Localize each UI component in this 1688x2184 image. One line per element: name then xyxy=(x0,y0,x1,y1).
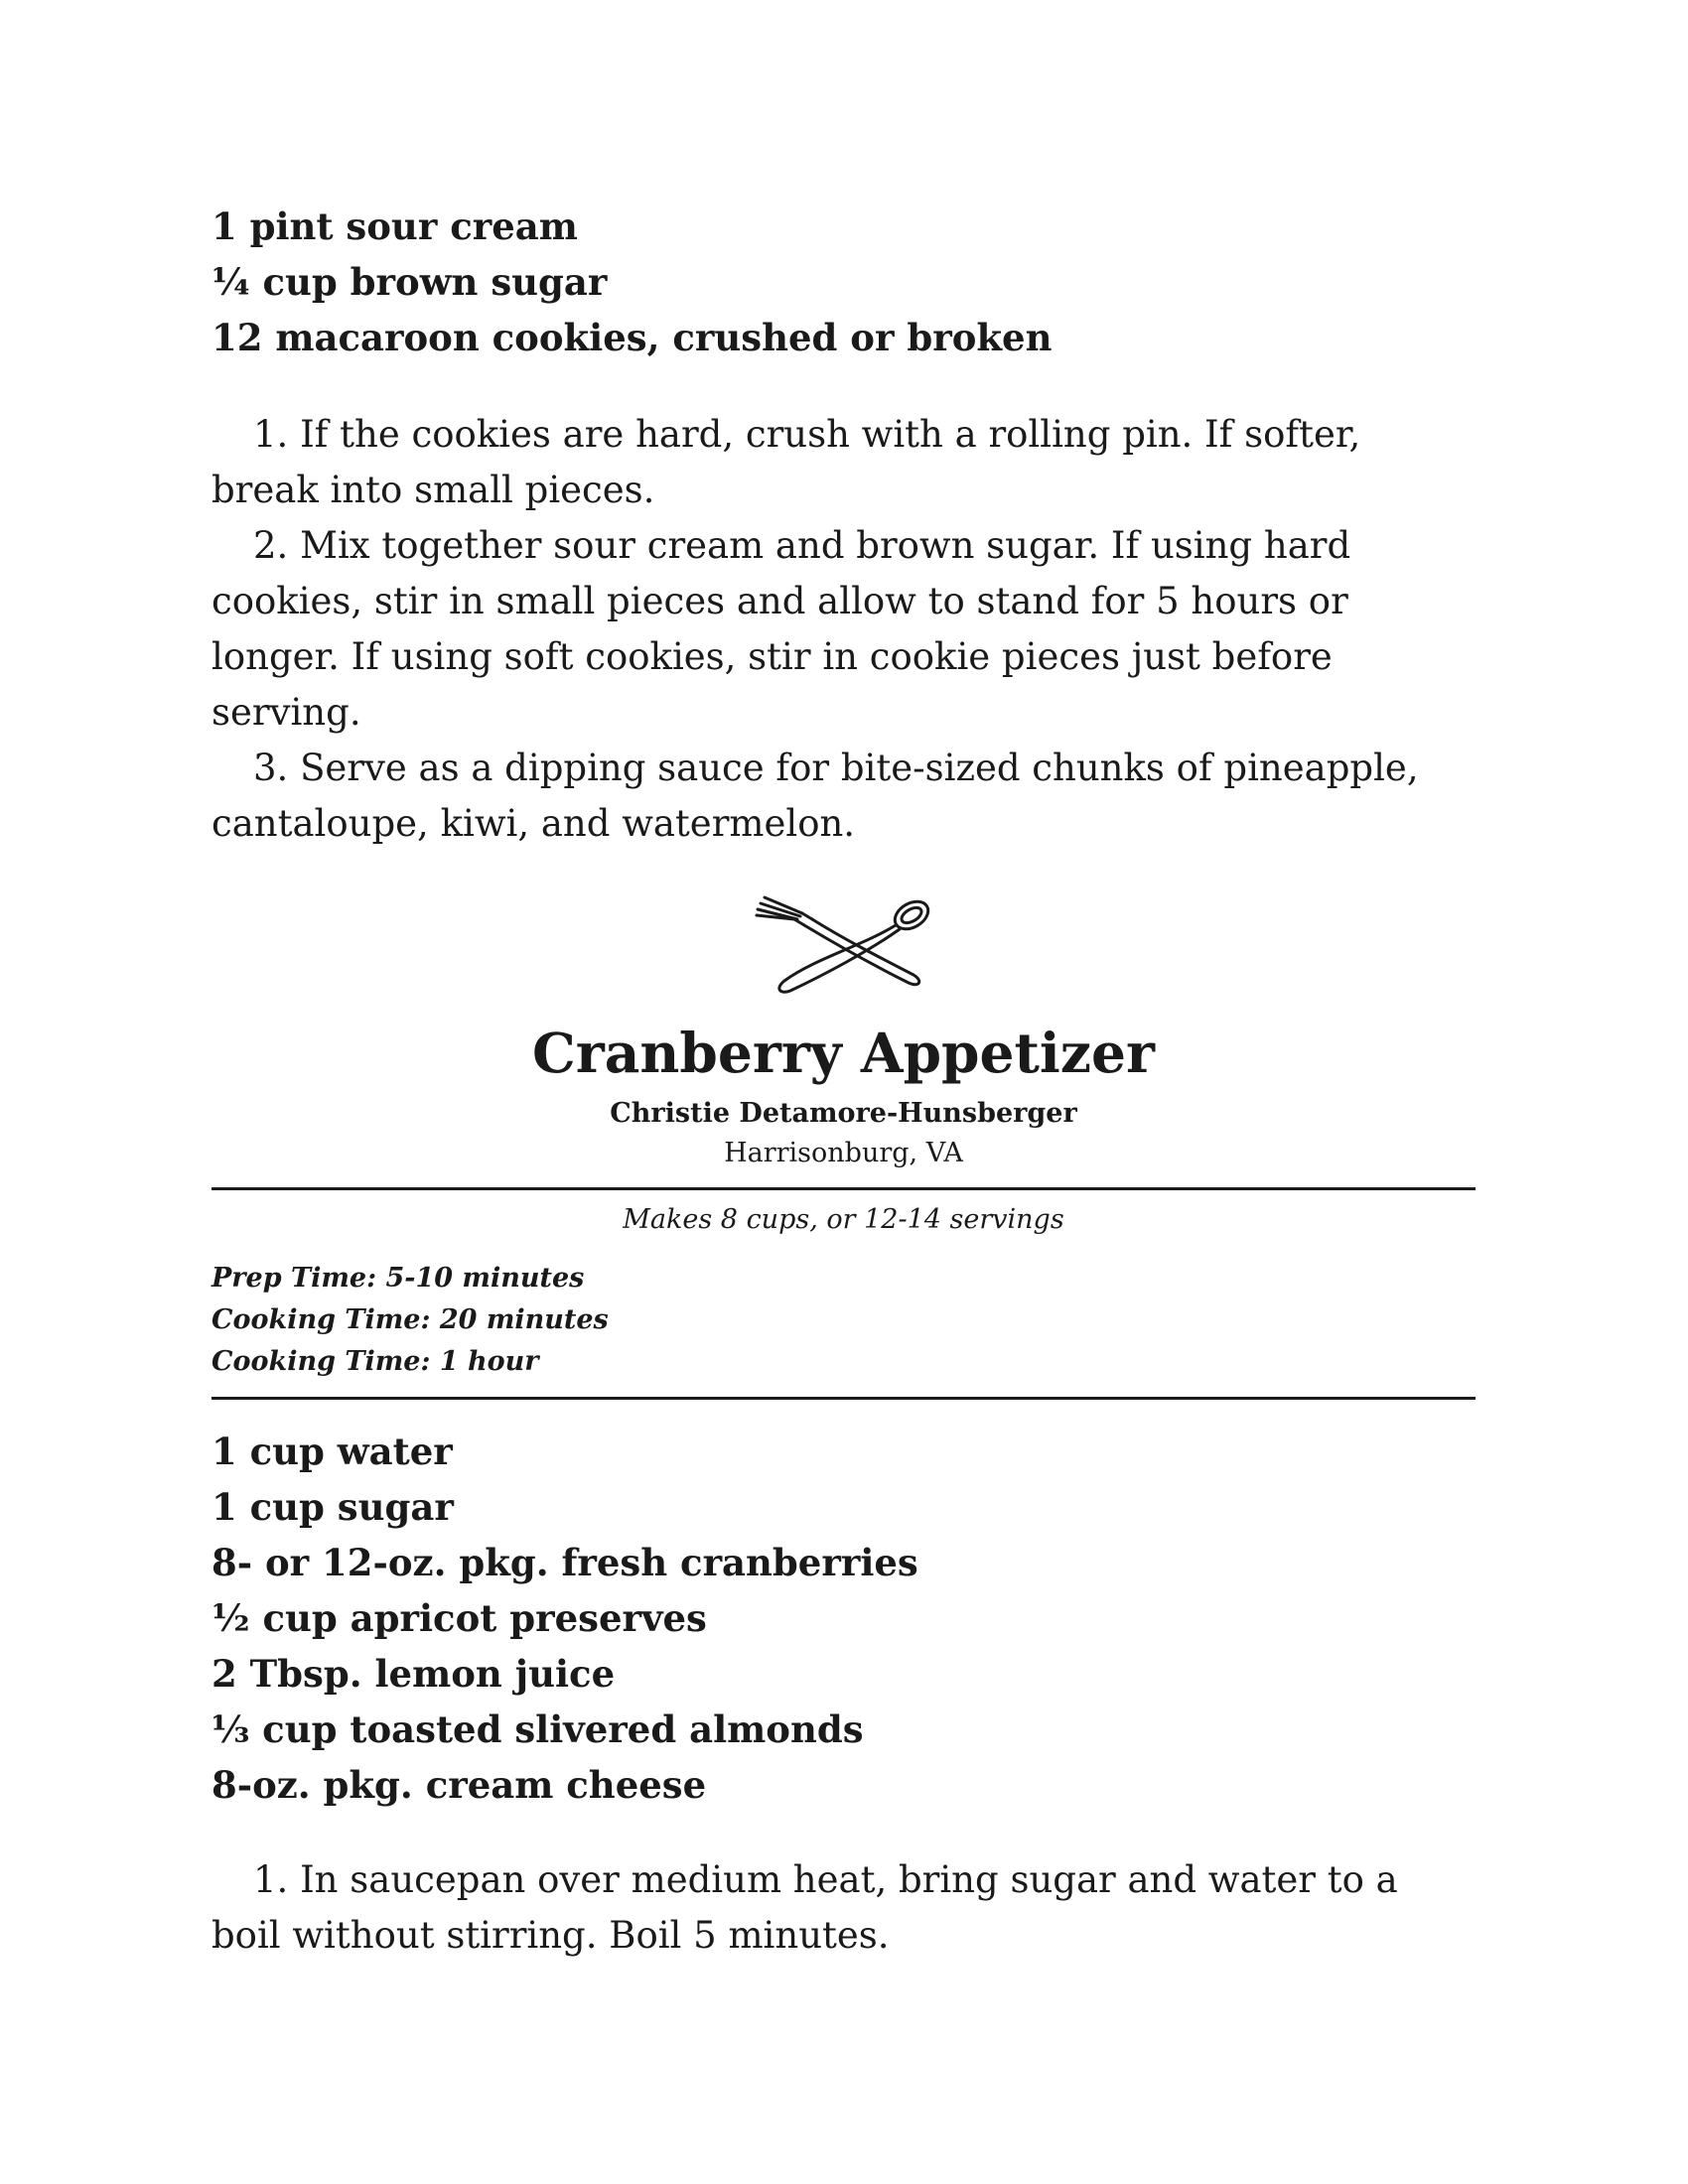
recipe-location: Harrisonburg, VA xyxy=(724,1138,963,1168)
ingredient-item: 1 pint sour cream xyxy=(211,205,578,248)
previous-ingredient-list xyxy=(211,199,1476,365)
divider-rule xyxy=(211,1397,1476,1400)
recipe-times xyxy=(211,1258,1476,1383)
ingredient-item: ⅓ cup toasted slivered almonds xyxy=(211,1707,864,1751)
fork-and-spoon-icon xyxy=(745,889,943,999)
recipe-author: Christie Detamore-Hunsberger xyxy=(610,1098,1077,1129)
recipe-page xyxy=(211,199,1476,1964)
time-item: Cooking Time: 20 minutes xyxy=(211,1304,609,1335)
ingredient-item: 12 macaroon cookies, crushed or broken xyxy=(211,316,1053,359)
ingredient-item: 1 cup water xyxy=(211,1430,453,1473)
ingredient-list xyxy=(211,1424,1476,1813)
recipe-yield: Makes 8 cups, or 12-14 servings xyxy=(623,1204,1064,1235)
ingredient-item: 8- or 12-oz. pkg. fresh cranberries xyxy=(211,1541,918,1584)
step-item: 1. If the cookies are hard, crush with a rolling pin. If softer, break into small pieces. xyxy=(211,413,1361,511)
ingredient-item: ½ cup apricot preserves xyxy=(211,1596,707,1640)
time-item: Cooking Time: 1 hour xyxy=(211,1346,539,1377)
step-item: 2. Mix together sour cream and brown sugar. If using hard cookies, stir in small pieces and allow to stand for 5 hours or longer. If using soft cookies, stir in cookie pieces just before serving. xyxy=(211,524,1351,734)
step-item: 3. Serve as a dipping sauce for bite-sized chunks of pineapple, cantaloupe, kiwi, and watermelon. xyxy=(211,747,1419,845)
ingredient-item: 8-oz. pkg. cream cheese xyxy=(211,1763,707,1807)
time-item: Prep Time: 5-10 minutes xyxy=(211,1263,585,1294)
ingredient-item: ¼ cup brown sugar xyxy=(211,260,608,304)
ingredient-item: 1 cup sugar xyxy=(211,1485,454,1529)
divider-rule xyxy=(211,1187,1476,1190)
previous-step-list xyxy=(211,407,1476,852)
recipe-title: Cranberry Appetizer xyxy=(532,1021,1155,1085)
step-list xyxy=(211,1852,1476,1964)
ingredient-item: 2 Tbsp. lemon juice xyxy=(211,1652,616,1696)
step-item: 1. In saucepan over medium heat, bring sugar and water to a boil without stirring. Boil 5 minutes. xyxy=(211,1858,1398,1957)
